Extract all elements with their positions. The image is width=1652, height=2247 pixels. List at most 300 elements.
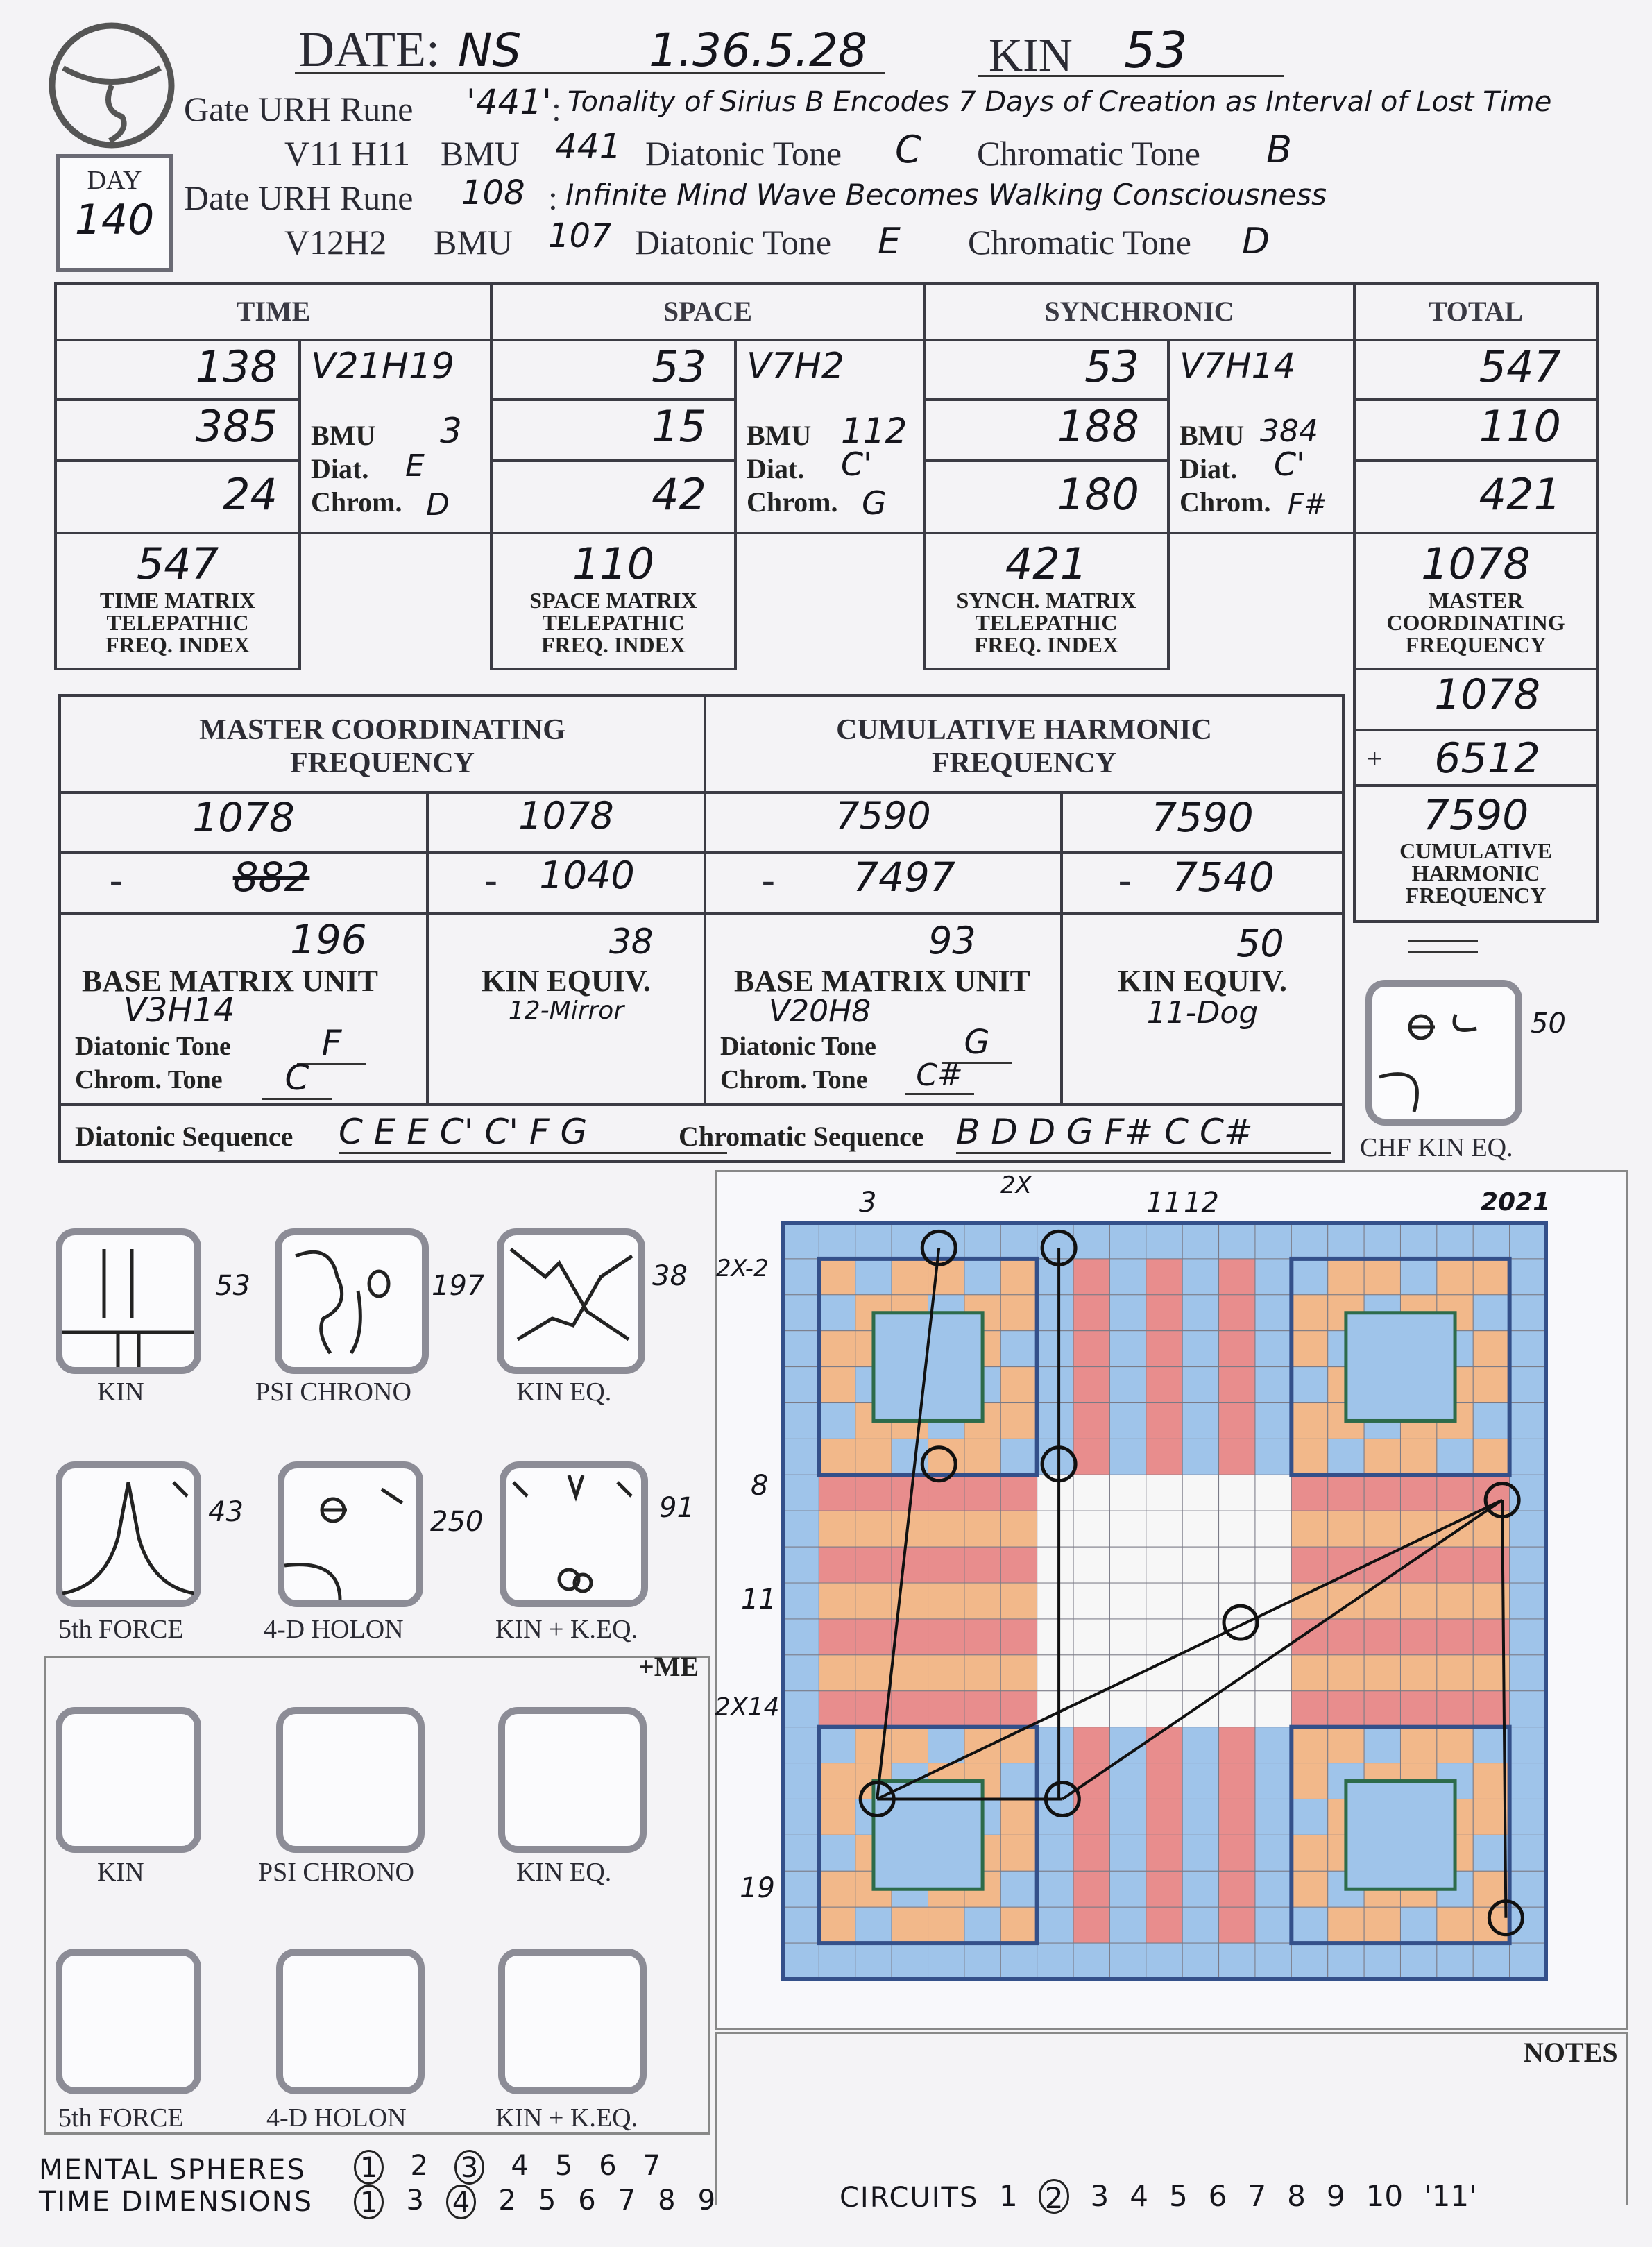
grid-cell — [1037, 1799, 1073, 1835]
grid-cell — [1291, 1871, 1327, 1907]
grid-cell — [1182, 1403, 1218, 1439]
fifth-force-glyph[interactable] — [56, 1461, 201, 1607]
grid-cell — [855, 1511, 892, 1547]
grid-cell — [1000, 1295, 1037, 1331]
grid-cell — [1473, 1367, 1509, 1403]
circuit-9[interactable]: 9 — [1326, 2179, 1345, 2213]
me-fifth-force-glyph[interactable] — [56, 1949, 201, 2094]
grid-cell — [783, 1475, 819, 1511]
total-header: TOTAL — [1353, 282, 1599, 341]
grid-cell — [1219, 1511, 1255, 1547]
grid-cell — [1510, 1691, 1546, 1727]
grid-cell — [1291, 1223, 1327, 1259]
grid-cell — [1037, 1547, 1073, 1583]
kin-plus-keq-label: KIN + K.EQ. — [495, 1615, 638, 1644]
grid-cell — [1037, 1943, 1073, 1979]
grid-cell — [1255, 1259, 1291, 1295]
grid-cell — [1364, 1511, 1400, 1547]
grid-cell — [1364, 1475, 1400, 1511]
grid-cell — [819, 1367, 855, 1403]
kin-plus-keq-num: 91 — [659, 1492, 695, 1524]
kin-eq-num: 38 — [652, 1260, 688, 1292]
grid-cell — [1510, 1655, 1546, 1691]
grid-cell — [1510, 1511, 1546, 1547]
side-value-1: 1078 — [1353, 668, 1599, 731]
grid-cell — [819, 1583, 855, 1619]
synch-detail-cell: V7H14 BMU 384 Diat. C' Chrom. F# — [1167, 339, 1356, 534]
total-index-label: MASTER COORDINATING FREQUENCY — [1386, 588, 1565, 657]
grid-cell — [783, 1619, 819, 1655]
date-rune-text: Infinite Mind Wave Becomes Walking Consciousness — [565, 178, 1327, 212]
grid-cell — [1328, 1547, 1364, 1583]
grid-cell — [1037, 1655, 1073, 1691]
grid-cell — [1000, 1799, 1037, 1835]
grid-cell — [1364, 1223, 1400, 1259]
grid-cell — [1182, 1511, 1218, 1547]
grid-cell — [964, 1439, 1000, 1475]
grid-top-note-5: 2021 — [1481, 1188, 1551, 1216]
grid-cell — [1182, 1259, 1218, 1295]
diatonic-sequence: C E E C' C' F G — [339, 1112, 727, 1154]
holon-glyph-icon — [284, 1468, 416, 1600]
grid-cell — [1473, 1223, 1509, 1259]
chf-bmu-label: BASE MATRIX UNIT — [734, 964, 1031, 998]
mcf-b2: 1040 — [539, 854, 635, 897]
grid-cell — [1109, 1799, 1146, 1835]
side-chf-cell — [1353, 784, 1599, 923]
grid-cell — [1219, 1871, 1255, 1907]
kin-glyph-icon — [62, 1235, 194, 1367]
grid-cell — [1146, 1367, 1182, 1403]
me-psi-chrono-glyph[interactable] — [276, 1707, 425, 1853]
kin-glyph-label: KIN — [97, 1377, 144, 1407]
day-label: DAY — [87, 166, 142, 195]
kin-plus-keq-glyph-icon — [506, 1468, 641, 1600]
grid-cell — [1037, 1763, 1073, 1799]
grid-cell — [1510, 1763, 1546, 1799]
time-index-cell — [54, 532, 301, 670]
grid-cell — [1364, 1943, 1400, 1979]
grid-cell — [1291, 1331, 1327, 1367]
grid-cell — [1364, 1691, 1400, 1727]
total-value-1: 547 — [1353, 339, 1599, 401]
grid-cell — [1182, 1763, 1218, 1799]
grid-cell — [1073, 1295, 1109, 1331]
grid-cell — [819, 1691, 855, 1727]
grid-cell — [819, 1835, 855, 1871]
date-code: 1.36.5.28 — [649, 24, 867, 77]
grid-cell — [1182, 1475, 1218, 1511]
grid-cell — [1146, 1943, 1182, 1979]
grid-cell — [1510, 1259, 1546, 1295]
grid-cell — [1037, 1583, 1073, 1619]
grid-cell — [1073, 1223, 1109, 1259]
date-bmu-label: BMU — [434, 223, 513, 262]
chf-diatonic: G — [942, 1023, 1012, 1064]
mcf-a1: 1078 — [58, 791, 429, 854]
grid-cell — [1182, 1295, 1218, 1331]
grid-cell — [783, 1871, 819, 1907]
grid-cell — [1037, 1907, 1073, 1943]
gate-chromatic-label: Chromatic Tone — [977, 134, 1200, 173]
mcf-kin-equiv-name: 12-Mirror — [508, 997, 624, 1025]
grid-cell — [1291, 1943, 1327, 1979]
grid-cell — [1255, 1727, 1291, 1763]
grid-cell — [1437, 1907, 1473, 1943]
chromatic-sequence: B D D G F# C C# — [956, 1112, 1331, 1154]
circuit-3[interactable]: 3 — [1090, 2179, 1109, 2213]
mental-sphere-3[interactable]: 3 — [454, 2150, 484, 2185]
grid-cell — [1146, 1547, 1182, 1583]
grid-cell — [1400, 1583, 1436, 1619]
time-detail-cell: V21H19 BMU 3 Diat. E Chrom. D — [298, 339, 493, 534]
chf-kin-equiv: 50 — [1236, 922, 1284, 965]
grid-cell — [1328, 1727, 1364, 1763]
grid-cell — [1219, 1799, 1255, 1835]
circuit-6[interactable]: 6 — [1208, 2179, 1227, 2213]
time-dimension-5[interactable]: 5 — [538, 2185, 556, 2216]
side-value-2: 6512 — [1434, 734, 1540, 783]
grid-cell — [1400, 1619, 1436, 1655]
kin-plus-keq-glyph[interactable] — [500, 1461, 648, 1607]
grid-cell — [855, 1943, 892, 1979]
grid-cell — [1364, 1655, 1400, 1691]
mental-sphere-5[interactable]: 5 — [554, 2150, 573, 2182]
mental-sphere-7[interactable]: 7 — [642, 2150, 661, 2182]
space-index-label: SPACE MATRIX TELEPATHIC FREQ. INDEX — [529, 588, 697, 657]
grid-cell — [819, 1763, 855, 1799]
time-dimension-6[interactable]: 6 — [578, 2185, 596, 2216]
grid-cell — [1510, 1907, 1546, 1943]
grid-cell — [1510, 1547, 1546, 1583]
grid-cell — [1073, 1475, 1109, 1511]
grid-cell — [783, 1763, 819, 1799]
me-holon-label: 4-D HOLON — [266, 2103, 407, 2132]
chf-bmu-vh: V20H8 — [769, 994, 871, 1029]
circuits-list — [999, 2179, 1477, 2214]
grid-cell — [1400, 1691, 1436, 1727]
mcf-kin-equiv: 38 — [609, 922, 654, 962]
grid-cell — [1109, 1907, 1146, 1943]
grid-cell — [819, 1907, 855, 1943]
grid-cell — [783, 1403, 819, 1439]
notes-label: NOTES — [1524, 2037, 1618, 2068]
grid-top-note-3: 11 — [1146, 1187, 1182, 1219]
grid-cell — [1400, 1259, 1436, 1295]
grid-cell — [783, 1727, 819, 1763]
grid-cell — [1109, 1367, 1146, 1403]
gate-bmu-label: BMU — [441, 134, 520, 173]
grid-cell — [1255, 1835, 1291, 1871]
grid-cell — [1328, 1943, 1364, 1979]
grid-cell — [892, 1727, 928, 1763]
grid-cell — [1073, 1619, 1109, 1655]
grid-cell — [1328, 1439, 1364, 1475]
chf-a2: 7497 — [853, 854, 955, 901]
grid-cell — [928, 1439, 964, 1475]
mental-sphere-6[interactable]: 6 — [599, 2150, 617, 2182]
grid-cell — [855, 1727, 892, 1763]
sequence-row: Diatonic Sequence C E E C' C' F G Chromatic Sequence B D D G F# C C# — [58, 1103, 1345, 1163]
total-value-2: 110 — [1353, 398, 1599, 462]
me-kin-glyph[interactable] — [56, 1707, 201, 1853]
holon-glyph[interactable] — [278, 1461, 423, 1607]
kin-label: KIN — [989, 28, 1073, 81]
space-vh: V7H2 — [747, 346, 844, 387]
date-diatonic-value: E — [878, 221, 901, 262]
date-rune-value: 108 — [461, 173, 525, 212]
fifth-force-num: 43 — [208, 1496, 244, 1528]
synch-chrom: F# — [1288, 489, 1327, 520]
grid-cell — [1146, 1223, 1182, 1259]
synch-bmu: 384 — [1260, 414, 1318, 449]
time-dimension-8[interactable]: 8 — [658, 2185, 676, 2216]
kin-eq-glyph[interactable] — [497, 1228, 645, 1374]
me-kin-plus-keq-glyph[interactable] — [498, 1949, 647, 2094]
grid-cell — [1510, 1475, 1546, 1511]
grid-cell — [1473, 1259, 1509, 1295]
grid-cell — [1000, 1439, 1037, 1475]
grid-cell — [1000, 1403, 1037, 1439]
grid-cell — [964, 1547, 1000, 1583]
grid-cell — [819, 1439, 855, 1475]
time-dimension-2[interactable]: 3 — [406, 2185, 424, 2216]
chf-a1: 7590 — [704, 791, 1063, 854]
grid-cell — [1182, 1331, 1218, 1367]
time-dimensions-label: TIME DIMENSIONS — [39, 2186, 314, 2218]
grid-cell — [1073, 1511, 1109, 1547]
grid-cell — [1291, 1583, 1327, 1619]
holomind-perceiver-grid — [776, 1216, 1553, 1986]
grid-cell — [892, 1259, 928, 1295]
me-holon-glyph[interactable] — [276, 1949, 425, 2094]
time-chrom: D — [426, 487, 450, 523]
grid-cell — [1255, 1295, 1291, 1331]
circuit-5[interactable]: 5 — [1168, 2179, 1188, 2213]
grid-cell — [855, 1655, 892, 1691]
grid-left-note-3: 11 — [741, 1584, 776, 1616]
chf-bmu-value: 93 — [928, 919, 976, 963]
grid-cell — [1146, 1763, 1182, 1799]
grid-cell — [1109, 1871, 1146, 1907]
grid-quadrant-core — [1346, 1781, 1455, 1890]
chf-kin-glyph — [1365, 980, 1522, 1126]
grid-cell — [1073, 1655, 1109, 1691]
me-kin-eq-glyph[interactable] — [498, 1707, 647, 1853]
time-dimension-1[interactable]: 1 — [354, 2185, 384, 2219]
grid-cell — [1182, 1835, 1218, 1871]
grid-cell — [855, 1619, 892, 1655]
grid-cell — [1000, 1547, 1037, 1583]
space-header: SPACE — [490, 282, 926, 341]
me-kin-plus-keq-label: KIN + K.EQ. — [495, 2103, 638, 2132]
grid-cell — [1510, 1799, 1546, 1835]
synch-total: 421 — [1005, 539, 1088, 589]
date-value: NS — [458, 24, 522, 77]
grid-cell — [1182, 1943, 1218, 1979]
grid-cell — [1037, 1511, 1073, 1547]
grid-cell — [1182, 1583, 1218, 1619]
chf-bmu-cell: 93 BASE MATRIX UNIT V20H8 Diatonic Tone G Chrom. Tone C# — [704, 912, 1063, 1106]
grid-cell — [819, 1259, 855, 1295]
mental-sphere-4[interactable]: 4 — [511, 2150, 529, 2182]
grid-cell — [1000, 1835, 1037, 1871]
grid-cell — [1109, 1439, 1146, 1475]
mcf-bmu-label: BASE MATRIX UNIT — [82, 964, 379, 998]
circuit-2[interactable]: 2 — [1039, 2179, 1070, 2214]
grid-cell — [819, 1475, 855, 1511]
grid-cell — [1000, 1763, 1037, 1799]
grid-cell — [1073, 1331, 1109, 1367]
synch-value-2: 188 — [923, 398, 1170, 462]
grid-cell — [1182, 1547, 1218, 1583]
psi-chrono-glyph[interactable] — [275, 1228, 429, 1374]
time-dimension-4[interactable]: 2 — [498, 2185, 516, 2216]
grid-cell — [1000, 1943, 1037, 1979]
time-diat: E — [405, 448, 425, 484]
grid-cell — [783, 1835, 819, 1871]
mcf-diatonic: F — [297, 1023, 366, 1065]
grid-cell — [964, 1619, 1000, 1655]
mental-sphere-2[interactable]: 2 — [410, 2150, 428, 2182]
grid-cell — [1182, 1439, 1218, 1475]
grid-cell — [1291, 1907, 1327, 1943]
grid-cell — [783, 1331, 819, 1367]
kin-eq-label: KIN EQ. — [516, 1377, 612, 1407]
mental-spheres-list — [354, 2150, 661, 2185]
grid-cell — [964, 1511, 1000, 1547]
fifth-force-glyph-icon — [62, 1468, 194, 1600]
grid-cell — [892, 1547, 928, 1583]
grid-cell — [1510, 1943, 1546, 1979]
grid-cell — [1000, 1223, 1037, 1259]
circuit-4[interactable]: 4 — [1130, 2179, 1148, 2213]
psi-chrono-label: PSI CHRONO — [255, 1377, 411, 1407]
grid-cell — [1328, 1259, 1364, 1295]
grid-cell — [1073, 1403, 1109, 1439]
me-kin-label: KIN — [97, 1858, 144, 1887]
grid-cell — [892, 1691, 928, 1727]
grid-cell — [1510, 1223, 1546, 1259]
circuits-label: CIRCUITS — [840, 2182, 979, 2214]
grid-cell — [964, 1223, 1000, 1259]
grid-cell — [1073, 1727, 1109, 1763]
grid-cell — [1437, 1727, 1473, 1763]
grid-cell — [1437, 1547, 1473, 1583]
grid-cell — [892, 1943, 928, 1979]
circuit-10[interactable]: 10 — [1365, 2179, 1404, 2213]
me-psi-chrono-label: PSI CHRONO — [258, 1858, 414, 1887]
grid-cell — [1146, 1511, 1182, 1547]
time-dimension-7[interactable]: 7 — [618, 2185, 636, 2216]
kin-glyph[interactable] — [56, 1228, 201, 1374]
grid-cell — [1291, 1439, 1327, 1475]
grid-cell — [1182, 1655, 1218, 1691]
mcf-b1: 1078 — [426, 791, 706, 854]
gate-bmu-value: 441 — [555, 126, 622, 167]
grid-cell — [1291, 1763, 1327, 1799]
grid-cell — [1109, 1943, 1146, 1979]
grid-cell — [1146, 1799, 1182, 1835]
grid-cell — [855, 1223, 892, 1259]
grid-cell — [928, 1907, 964, 1943]
grid-cell — [1146, 1439, 1182, 1475]
circuit-8[interactable]: 8 — [1287, 2179, 1306, 2213]
grid-cell — [964, 1655, 1000, 1691]
grid-cell — [1219, 1691, 1255, 1727]
grid-cell — [1000, 1511, 1037, 1547]
grid-cell — [1291, 1547, 1327, 1583]
grid-cell — [1000, 1619, 1037, 1655]
total-value-3: 421 — [1353, 459, 1599, 534]
date-chromatic-value: D — [1242, 221, 1270, 262]
time-dimensions-list — [354, 2185, 715, 2219]
grid-quadrant-core — [1346, 1313, 1455, 1421]
grid-cell — [1109, 1835, 1146, 1871]
time-vh: V21H19 — [311, 346, 455, 387]
synch-value-3: 180 — [923, 459, 1170, 534]
date-diatonic-label: Diatonic Tone — [635, 223, 832, 262]
grid-cell — [1109, 1619, 1146, 1655]
grid-cell — [1328, 1475, 1364, 1511]
kin-underline — [978, 75, 1284, 77]
grid-cell — [964, 1907, 1000, 1943]
space-value-2: 15 — [490, 398, 737, 462]
circuit-11[interactable]: '11' — [1424, 2179, 1477, 2213]
grid-cell — [1182, 1799, 1218, 1835]
grid-cell — [1255, 1331, 1291, 1367]
mcf-bmu-vh: V3H14 — [124, 991, 235, 1030]
grid-cell — [1255, 1871, 1291, 1907]
grid-cell — [1000, 1331, 1037, 1367]
mcf-kin-equiv-cell: 38 KIN EQUIV. 12-Mirror — [426, 912, 706, 1106]
grid-cell — [1037, 1871, 1073, 1907]
grid-cell — [1182, 1907, 1218, 1943]
gate-chromatic-value: B — [1266, 128, 1293, 171]
master-total: 1078 — [1421, 539, 1531, 589]
grid-cell — [1473, 1403, 1509, 1439]
grid-cell — [1219, 1835, 1255, 1871]
grid-cell — [1219, 1475, 1255, 1511]
grid-cell — [1146, 1871, 1182, 1907]
circuit-7[interactable]: 7 — [1247, 2179, 1267, 2213]
grid-cell — [1400, 1943, 1436, 1979]
time-dimension-3[interactable]: 4 — [446, 2185, 476, 2219]
grid-cell — [1510, 1583, 1546, 1619]
mcf-chromatic: C — [262, 1058, 332, 1100]
psi-chrono-num: 197 — [432, 1270, 485, 1302]
grid-cell — [1146, 1583, 1182, 1619]
synch-diat: C' — [1274, 446, 1305, 483]
total-index-cell — [1353, 532, 1599, 670]
holon-num: 250 — [430, 1506, 484, 1538]
grid-cell — [928, 1655, 964, 1691]
grid-cell — [1219, 1259, 1255, 1295]
grid-cell — [1328, 1691, 1364, 1727]
time-dimension-9[interactable]: 9 — [697, 2185, 716, 2216]
grid-cell — [819, 1223, 855, 1259]
chf-kin-num: 50 — [1531, 1008, 1566, 1040]
mental-sphere-1[interactable]: 1 — [354, 2150, 384, 2185]
grid-cell — [1437, 1475, 1473, 1511]
circuit-1[interactable]: 1 — [999, 2179, 1018, 2213]
grid-cell — [1146, 1475, 1182, 1511]
grid-cell — [1109, 1475, 1146, 1511]
grid-cell — [1146, 1619, 1182, 1655]
mental-spheres-label: MENTAL SPHERES — [39, 2154, 306, 2186]
space-chrom: G — [862, 484, 887, 522]
grid-cell — [928, 1727, 964, 1763]
